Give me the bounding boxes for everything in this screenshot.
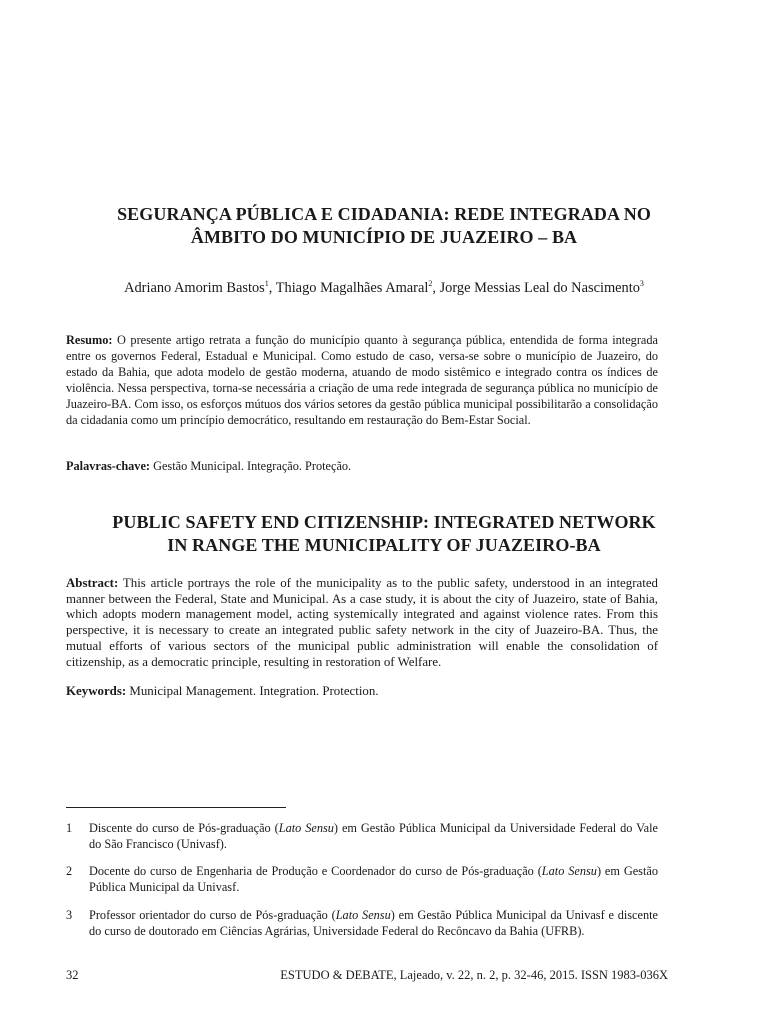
footnote-text [89, 863, 658, 895]
portuguese-keywords-label: Palavras-chave: [66, 459, 151, 473]
english-title-line: PUBLIC SAFETY END CITIZENSHIP: INTEGRATED NETWORK [112, 512, 656, 532]
portuguese-keywords [66, 459, 658, 475]
english-title [40, 511, 728, 557]
author-separator: , [432, 280, 440, 296]
english-keywords-text: Municipal Management. Integration. Protection. [129, 684, 379, 698]
english-title-line: IN RANGE THE MUNICIPALITY OF JUAZEIRO-BA [167, 535, 601, 555]
footnote-divider [66, 807, 286, 808]
footnote-number: 3 [66, 908, 73, 922]
author-name: Jorge Messias Leal do Nascimento [439, 280, 640, 296]
author-footnote-mark: 1 [264, 279, 269, 288]
footnote-italic: Lato Sensu [335, 908, 391, 922]
footnote-number: 2 [66, 864, 73, 878]
english-abstract-label: Abstract: [66, 576, 119, 590]
portuguese-title-line: SEGURANÇA PÚBLICA E CIDADANIA: REDE INTEGRADA NO [117, 204, 651, 224]
author-footnote-mark: 3 [639, 279, 644, 288]
portuguese-abstract-label: Resumo: [66, 333, 113, 347]
footnote-text [89, 907, 658, 939]
author-name: Adriano Amorim Bastos [124, 280, 265, 296]
footnote-number: 1 [66, 821, 73, 835]
footnote-text [89, 820, 658, 852]
footnote-text-part: ) em Gestão Pública Municipal da Univasf. [89, 864, 658, 894]
footnote [66, 820, 658, 852]
author-footnote-mark: 2 [428, 279, 433, 288]
english-abstract-text: This article portrays the role of the municipality as to the public safety, understood in an integrated manner between the Federal, State and Municipal. As a case study, it is about the city of Juazeiro, state of Bahia, which adopts modern management model, acting systemically integrated and against violence rates. From this perspective, it is necessary to create an integrated public safety network in the city of Juazeiro-BA. Thus, the mutual efforts of various sectors of the municipal public administration will enable the consolidation of citizenship, as a democratic principle, resulting in restoration of Welfare. [66, 576, 658, 669]
footnote-italic: Lato Sensu [541, 864, 597, 878]
english-abstract [66, 576, 658, 670]
footnote-text-part: Discente do curso de Pós-graduação ( [89, 821, 279, 835]
portuguese-keywords-text: Gestão Municipal. Integração. Proteção. [153, 459, 352, 473]
author-name: Thiago Magalhães Amaral [275, 280, 429, 296]
portuguese-abstract [66, 333, 658, 428]
author-separator: , [268, 280, 276, 296]
footnote-text-part: Docente do curso de Engenharia de Produção e Coordenador do curso de Pós-graduação ( [89, 864, 542, 878]
portuguese-title-line: ÂMBITO DO MUNICÍPIO DE JUAZEIRO – BA [190, 227, 578, 247]
journal-reference: ESTUDO & DEBATE, Lajeado, v. 22, n. 2, p. 32-46, 2015. ISSN 1983-036X [280, 968, 668, 982]
portuguese-title [40, 203, 728, 249]
portuguese-abstract-text: O presente artigo retrata a função do município quanto à segurança pública, entendida de forma integrada entre os governos Federal, Estadual e Municipal. Como estudo de caso, versa-se sobre o município de Juazeiro, do estado da Bahia, que adota modelo de gestão moderna, atuando de modo sistêmico e integrado contra os índices de violência. Nessa perspectiva, torna-se necessária a criação de uma rede integrada de segurança pública no município de Juazeiro-BA. Com isso, os esforços mútuos dos vários setores da gestão pública municipal possibilitarão a consolidação da cidadania como um princípio democrático, resultando em restauração do Bem-Estar Social. [66, 333, 658, 427]
author-list [40, 275, 728, 297]
footnote-text-part: ) em Gestão Pública Municipal da Universidade Federal do Vale do São Francisco (Univasf). [89, 821, 659, 851]
page-number: 32 [66, 968, 79, 982]
footnote-italic: Lato Sensu [278, 821, 334, 835]
footnote-text-part: Professor orientador do curso de Pós-graduação ( [89, 908, 336, 922]
footnote-text-part: ) em Gestão Pública Municipal da Univasf e discente do curso de doutorado em Ciências Agrárias, Universidade Federal do Recôncavo da Bahia (UFRB). [89, 908, 658, 938]
footnote [66, 907, 658, 939]
english-keywords-label: Keywords: [66, 684, 127, 698]
footnote [66, 863, 658, 895]
english-keywords [66, 683, 658, 699]
